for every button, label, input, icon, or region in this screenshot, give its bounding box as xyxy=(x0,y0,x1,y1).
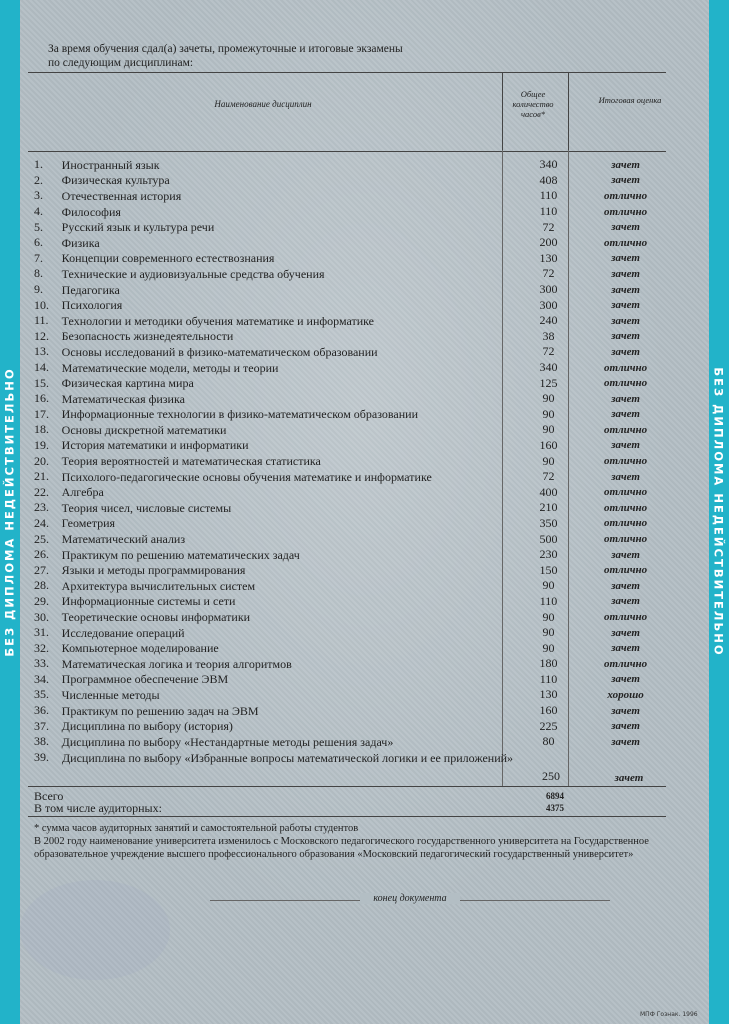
discipline-name: Практикум по решению задач на ЭВМ xyxy=(61,703,259,718)
row-number: 38. xyxy=(34,734,49,749)
hours-value: 300 xyxy=(539,297,558,312)
intro-text xyxy=(48,42,403,70)
hours-value: 110 xyxy=(539,671,558,686)
row-number: 14. xyxy=(34,360,49,375)
discipline-name: Технические и аудиовизуальные средства обучения xyxy=(61,266,325,281)
table-row xyxy=(30,344,670,360)
discipline-name: Дисциплина по выбору «Нестандартные методы решения задач» xyxy=(61,734,394,749)
table-row xyxy=(30,157,670,173)
grade-value: отлично xyxy=(603,564,648,577)
disciplines-table xyxy=(30,157,670,784)
left-security-band xyxy=(0,0,20,1024)
footnote: * сумма часов аудиторных занятий и самостоятельной работы студентов xyxy=(34,823,359,834)
hours-value: 180 xyxy=(539,656,558,671)
hours-value: 408 xyxy=(539,172,558,187)
table-header xyxy=(28,72,666,152)
hours-value: 110 xyxy=(539,188,558,203)
grade-value: зачет xyxy=(611,704,640,717)
discipline-name: Исследование операций xyxy=(61,625,185,640)
end-label: конец документа xyxy=(360,893,460,904)
discipline-name: Педагогика xyxy=(61,282,120,297)
discipline-name: Архитектура вычислительных систем xyxy=(61,578,256,593)
grade-value: зачет xyxy=(611,252,640,265)
row-number: 3. xyxy=(34,188,43,203)
hours-value: 90 xyxy=(542,609,555,624)
hours-value: 210 xyxy=(539,500,558,515)
header-grade: Итоговая оценка xyxy=(598,95,662,105)
table-row xyxy=(30,640,670,656)
totals-rule xyxy=(28,786,666,787)
discipline-name: Иностранный язык xyxy=(61,157,160,172)
grade-value: зачет xyxy=(611,642,640,655)
hours-value: 225 xyxy=(539,718,558,733)
grade-value: зачет xyxy=(611,439,640,452)
row-number: 15. xyxy=(34,375,49,390)
row-number: 11. xyxy=(34,313,49,328)
row-number: 27. xyxy=(34,562,49,577)
discipline-name: Информационные технологии в физико-математическом образовании xyxy=(61,407,418,422)
table-row xyxy=(30,266,670,282)
row-number: 16. xyxy=(34,391,49,406)
hours-value: 125 xyxy=(539,375,558,390)
discipline-name: Теория чисел, числовые системы xyxy=(61,500,232,515)
discipline-name: Практикум по решению математических задач xyxy=(61,547,300,562)
header-divider xyxy=(568,73,569,151)
hours-value: 230 xyxy=(539,547,558,562)
discipline-name: Дисциплина по выбору (история) xyxy=(61,719,233,734)
discipline-name: Математическая физика xyxy=(61,391,185,406)
table-row xyxy=(30,594,670,610)
grade-value: зачет xyxy=(611,283,640,296)
grade-value: зачет xyxy=(611,345,640,358)
table-row xyxy=(30,703,670,719)
hours-value: 350 xyxy=(539,515,558,530)
table-row xyxy=(30,329,670,345)
row-number: 29. xyxy=(34,593,49,608)
discipline-name: Физическая культура xyxy=(61,173,170,188)
table-row xyxy=(30,562,670,578)
grade-value: зачет xyxy=(611,673,640,686)
header-hours: Общее количество часов* xyxy=(512,89,554,119)
hours-value: 240 xyxy=(539,313,558,328)
table-row xyxy=(30,297,670,313)
row-number: 8. xyxy=(34,266,43,281)
table-row xyxy=(30,173,670,189)
grade-value: зачет xyxy=(611,408,640,421)
row-number: 26. xyxy=(34,547,49,562)
hours-value: 160 xyxy=(539,703,558,718)
table-row xyxy=(30,656,670,672)
hours-value: 130 xyxy=(539,250,558,265)
hours-value: 110 xyxy=(539,204,558,219)
hours-value: 72 xyxy=(542,344,555,359)
row-number: 32. xyxy=(34,640,49,655)
discipline-name: Русский язык и культура речи xyxy=(61,220,215,235)
grade-value: зачет xyxy=(611,579,640,592)
grade-value: отлично xyxy=(603,486,648,499)
discipline-name: Психолого-педагогические основы обучения математике и информатике xyxy=(61,469,432,484)
table-row xyxy=(30,625,670,641)
table-row xyxy=(30,734,670,750)
row-number: 7. xyxy=(34,250,43,265)
row-number: 33. xyxy=(34,656,49,671)
grade-value: отлично xyxy=(603,423,648,436)
discipline-name: Языки и методы программирования xyxy=(61,563,246,578)
hours-value: 90 xyxy=(542,625,555,640)
row-number: 25. xyxy=(34,531,49,546)
grade-value: отлично xyxy=(603,501,648,514)
grade-value: зачет xyxy=(611,314,640,327)
row-number: 19. xyxy=(34,437,49,452)
grade-value: зачет xyxy=(611,174,640,187)
table-row xyxy=(30,750,670,784)
hours-value: 160 xyxy=(539,437,558,452)
right-band-text: БЕЗ ДИПЛОМА НЕДЕЙСТВИТЕЛЬНО xyxy=(712,367,727,657)
discipline-name: Безопасность жизнедеятельности xyxy=(61,329,234,344)
table-row xyxy=(30,718,670,734)
hours-value: 72 xyxy=(542,219,555,234)
discipline-name: Математическая логика и теория алгоритмов xyxy=(61,656,292,671)
grade-value: отлично xyxy=(603,189,648,202)
table-row xyxy=(30,438,670,454)
discipline-name: Программное обеспечение ЭВМ xyxy=(61,672,229,687)
discipline-name: Алгебра xyxy=(61,485,104,500)
discipline-name: Геометрия xyxy=(61,516,116,531)
hours-value: 150 xyxy=(539,562,558,577)
table-row xyxy=(30,204,670,220)
grade-value: отлично xyxy=(603,533,648,546)
grade-value: отлично xyxy=(603,361,648,374)
hours-value: 500 xyxy=(539,531,558,546)
totals-block xyxy=(28,790,668,814)
grade-value: зачет xyxy=(611,330,640,343)
table-row xyxy=(30,516,670,532)
grade-value: отлично xyxy=(603,236,648,249)
row-number: 12. xyxy=(34,328,49,343)
right-security-band xyxy=(709,0,729,1024)
grade-value: зачет xyxy=(611,720,640,733)
end-of-document xyxy=(210,893,610,904)
row-number: 31. xyxy=(34,625,49,640)
hours-value: 90 xyxy=(542,391,555,406)
hours-value: 90 xyxy=(542,578,555,593)
grade-value: зачет xyxy=(611,470,640,483)
row-number: 2. xyxy=(34,172,43,187)
hours-value: 80 xyxy=(542,734,555,749)
table-row xyxy=(30,484,670,500)
row-number: 35. xyxy=(34,687,49,702)
discipline-name: Отечественная история xyxy=(61,188,182,203)
row-number: 5. xyxy=(34,219,43,234)
auditory-label: В том числе аудиторных: xyxy=(34,801,162,815)
row-number: 21. xyxy=(34,469,49,484)
discipline-name: Основы исследований в физико-математическом образовании xyxy=(61,344,378,359)
row-number: 24. xyxy=(34,515,49,530)
discipline-name: Физика xyxy=(61,235,100,250)
row-number: 20. xyxy=(34,453,49,468)
grade-value: зачет xyxy=(611,735,640,748)
intro-line-1: За время обучения сдал(а) зачеты, промежуточные и итоговые экзамены xyxy=(48,43,403,55)
table-row xyxy=(30,469,670,485)
row-number: 34. xyxy=(34,671,49,686)
discipline-name: Психология xyxy=(61,298,123,313)
discipline-name: Математические модели, методы и теории xyxy=(61,360,279,375)
grade-value: отлично xyxy=(603,205,648,218)
table-row xyxy=(30,422,670,438)
printer-imprint: МПФ Гознак. 1996 xyxy=(640,1011,698,1018)
discipline-name: Дисциплина по выбору «Избранные вопросы математической логики и ее приложений» xyxy=(62,750,514,765)
discipline-name: Концепции современного естествознания xyxy=(61,251,275,266)
row-number: 13. xyxy=(34,344,49,359)
row-number: 23. xyxy=(34,500,49,515)
auditory-row xyxy=(28,802,668,814)
table-row xyxy=(30,609,670,625)
grade-value: зачет xyxy=(611,267,640,280)
hours-value: 340 xyxy=(539,157,558,172)
grade-value: хорошо xyxy=(607,688,644,701)
row-number: 36. xyxy=(34,703,49,718)
discipline-name: Теоретические основы информатики xyxy=(61,610,251,625)
table-row xyxy=(30,531,670,547)
table-row xyxy=(30,391,670,407)
discipline-name: История математики и информатики xyxy=(61,438,249,453)
discipline-name: Теория вероятностей и математическая статистика xyxy=(61,454,321,469)
row-number: 10. xyxy=(34,297,49,312)
row-number: 18. xyxy=(34,422,49,437)
table-row xyxy=(30,578,670,594)
table-row xyxy=(30,453,670,469)
table-row xyxy=(30,672,670,688)
hours-value: 110 xyxy=(539,593,558,608)
table-row xyxy=(30,360,670,376)
hours-value: 72 xyxy=(542,469,555,484)
hours-value: 90 xyxy=(542,640,555,655)
row-number: 39. xyxy=(34,749,49,764)
table-row xyxy=(30,687,670,703)
hours-value: 90 xyxy=(542,422,555,437)
hours-value: 38 xyxy=(542,328,555,343)
discipline-name: Численные методы xyxy=(61,687,160,702)
row-number: 28. xyxy=(34,578,49,593)
grade-value: зачет xyxy=(611,548,640,561)
row-number: 30. xyxy=(34,609,49,624)
grade-value: зачет xyxy=(611,595,640,608)
notes-block xyxy=(34,822,674,861)
table-row xyxy=(30,313,670,329)
row-number: 37. xyxy=(34,718,49,733)
discipline-name: Компьютерное моделирование xyxy=(61,641,219,656)
hours-value: 340 xyxy=(539,360,558,375)
table-row xyxy=(30,407,670,423)
grade-value: отлично xyxy=(603,517,648,530)
table-row xyxy=(30,235,670,251)
grade-value: зачет xyxy=(614,771,644,784)
discipline-name: Математический анализ xyxy=(61,532,186,547)
grade-value: отлично xyxy=(603,611,648,624)
table-row xyxy=(30,188,670,204)
header-discipline: Наименование дисциплин xyxy=(214,99,312,109)
discipline-name: Информационные системы и сети xyxy=(61,594,236,609)
table-row xyxy=(30,282,670,298)
left-band-text: БЕЗ ДИПЛОМА НЕДЕЙСТВИТЕЛЬНО xyxy=(3,367,18,657)
discipline-name: Философия xyxy=(61,204,121,219)
row-number: 6. xyxy=(34,235,43,250)
rename-note: В 2002 году наименование университета изменилось с Московского педагогического государственного университета на Государственное образовательное учреждение высшего профессионального образования «Московский педагогический государственный университет» xyxy=(34,836,649,860)
discipline-name: Основы дискретной математики xyxy=(61,422,227,437)
total-label: Всего xyxy=(34,789,64,803)
hours-value: 90 xyxy=(542,453,555,468)
table-row xyxy=(30,219,670,235)
row-number: 17. xyxy=(34,406,49,421)
grade-value: зачет xyxy=(611,392,640,405)
faded-stamp xyxy=(20,880,170,980)
table-row xyxy=(30,547,670,563)
header-divider xyxy=(502,73,503,151)
row-number: 4. xyxy=(34,204,43,219)
intro-line-2: по следующим дисциплинам: xyxy=(48,57,194,69)
grade-value: зачет xyxy=(611,221,640,234)
row-number: 1. xyxy=(34,157,43,172)
discipline-name: Физическая картина мира xyxy=(61,376,194,391)
discipline-name: Технологии и методики обучения математике и информатике xyxy=(61,313,375,328)
hours-value: 400 xyxy=(539,484,558,499)
grade-value: отлично xyxy=(603,377,648,390)
hours-value: 250 xyxy=(542,768,560,783)
grade-value: зачет xyxy=(611,158,640,171)
hours-value: 200 xyxy=(539,235,558,250)
notes-rule xyxy=(28,816,666,817)
hours-value: 72 xyxy=(542,266,555,281)
row-number: 9. xyxy=(34,282,43,297)
total-value: 6894 xyxy=(546,791,564,801)
row-number: 22. xyxy=(34,484,49,499)
table-row xyxy=(30,500,670,516)
grade-value: отлично xyxy=(603,657,648,670)
hours-value: 130 xyxy=(539,687,558,702)
hours-value: 300 xyxy=(539,282,558,297)
grade-value: зачет xyxy=(611,299,640,312)
table-row xyxy=(30,375,670,391)
hours-value: 90 xyxy=(542,406,555,421)
auditory-value: 4375 xyxy=(546,803,564,813)
table-row xyxy=(30,251,670,267)
grade-value: отлично xyxy=(603,455,648,468)
grade-value: зачет xyxy=(611,626,640,639)
